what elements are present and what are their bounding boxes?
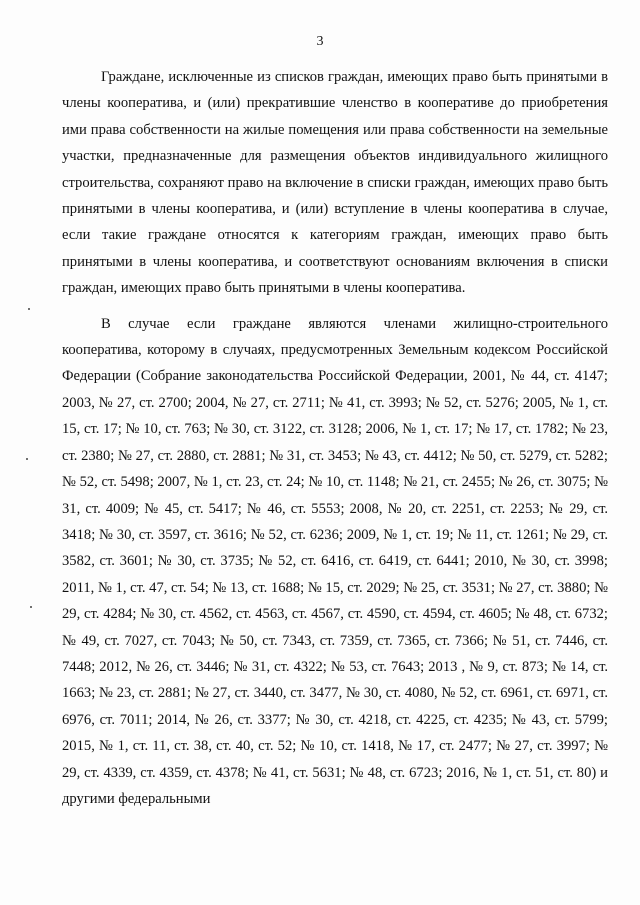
paragraph-exclusion-rights: Граждане, исключенные из списков граждан, имеющих право быть принятыми в члены кооператива, и (или) прекратившие членство в кооперативе до приобретения ими права собственности на жилые помещения или права собственности на земельные участки, предназначенные для размещения объектов индивидуального жилищного строительства, сохраняют право на включение в списки граждан, имеющих право быть принятыми в члены кооператива, и (или) вступление в члены кооператива в случае, если такие граждане относятся к категориям граждан, имеющих право быть принятыми в члены кооператива, и соответствуют основаниям включения в списки граждан, имеющих право быть принятыми в члены кооператива. [62,69,608,297]
scan-speck [30,606,32,608]
scan-speck [26,458,28,460]
document-body [62,64,608,821]
page-number: 3 [316,34,324,49]
paragraph-housing-cooperative-members: В случае если граждане являются членами жилищно-строительного кооператива, которому в случаях, предусмотренных Земельным кодексом Российской Федерации (Собрание законодательства Российской Федерации, 2001, № 44, ст. 4147; 2003, № 27, ст. 2700; 2004, № 27, ст. 2711; № 41, ст. 3993; № 52, ст. 5276; 2005, № 1, ст. 15, ст. 17; № 10, ст. 763; № 30, ст. 3122, ст. 3128; 2006, № 1, ст. 17; № 17, ст. 1782; № 23, ст. 2380; № 27, ст. 2880, ст. 2881; № 31, ст. 3453; № 43, ст. 4412; № 50, ст. 5279, ст. 5282; № 52, ст. 5498; 2007, № 1, ст. 23, ст. 24; № 10, ст. 1148; № 21, ст. 2455; № 26, ст. 3075; № 31, ст. 4009; № 45, ст. 5417; № 46, ст. 5553; 2008, № 20, ст. 2251, ст. 2253; № 29, ст. 3418; № 30, ст. 3597, ст. 3616; № 52, ст. 6236; 2009, № 1, ст. 19; № 11, ст. 1261; № 29, ст. 3582, ст. 3601; № 30, ст. 3735; № 52, ст. 6416, ст. 6419, ст. 6441; 2010, № 30, ст. 3998; 2011, № 1, ст. 47, ст. 54; № 13, ст. 1688; № 15, ст. 2029; № 25, ст. 3531; № 27, ст. 3880; № 29, ст. 4284; № 30, ст. 4562, ст. 4563, ст. 4567, ст. 4590, ст. 4594, ст. 4605; № 48, ст. 6732; № 49, ст. 7027, ст. 7043; № 50, ст. 7343, ст. 7359, ст. 7365, ст. 7366; № 51, ст. 7446, ст. 7448; 2012, № 26, ст. 3446; № 31, ст. 4322; № 53, ст. 7643; 2013 , № 9, ст. 873; № 14, ст. 1663; № 23, ст. 2881; № 27, ст. 3440, ст. 3477, № 30, ст. 4080, № 52, ст. 6961, ст. 6971, ст. 6976, ст. 7011; 2014, № 26, ст. 3377; № 30, ст. 4218, ст. 4225, ст. 4235; № 43, ст. 5799; 2015, № 1, ст. 11, ст. 38, ст. 40, ст. 52; № 10, ст. 1418, № 17, ст. 2477; № 27, ст. 3997; № 29, ст. 4339, ст. 4359, ст. 4378; № 41, ст. 5631; № 48, ст. 6723; 2016, № 1, ст. 51, ст. 80) и другими федеральными [62,315,608,807]
scan-speck [28,308,30,310]
